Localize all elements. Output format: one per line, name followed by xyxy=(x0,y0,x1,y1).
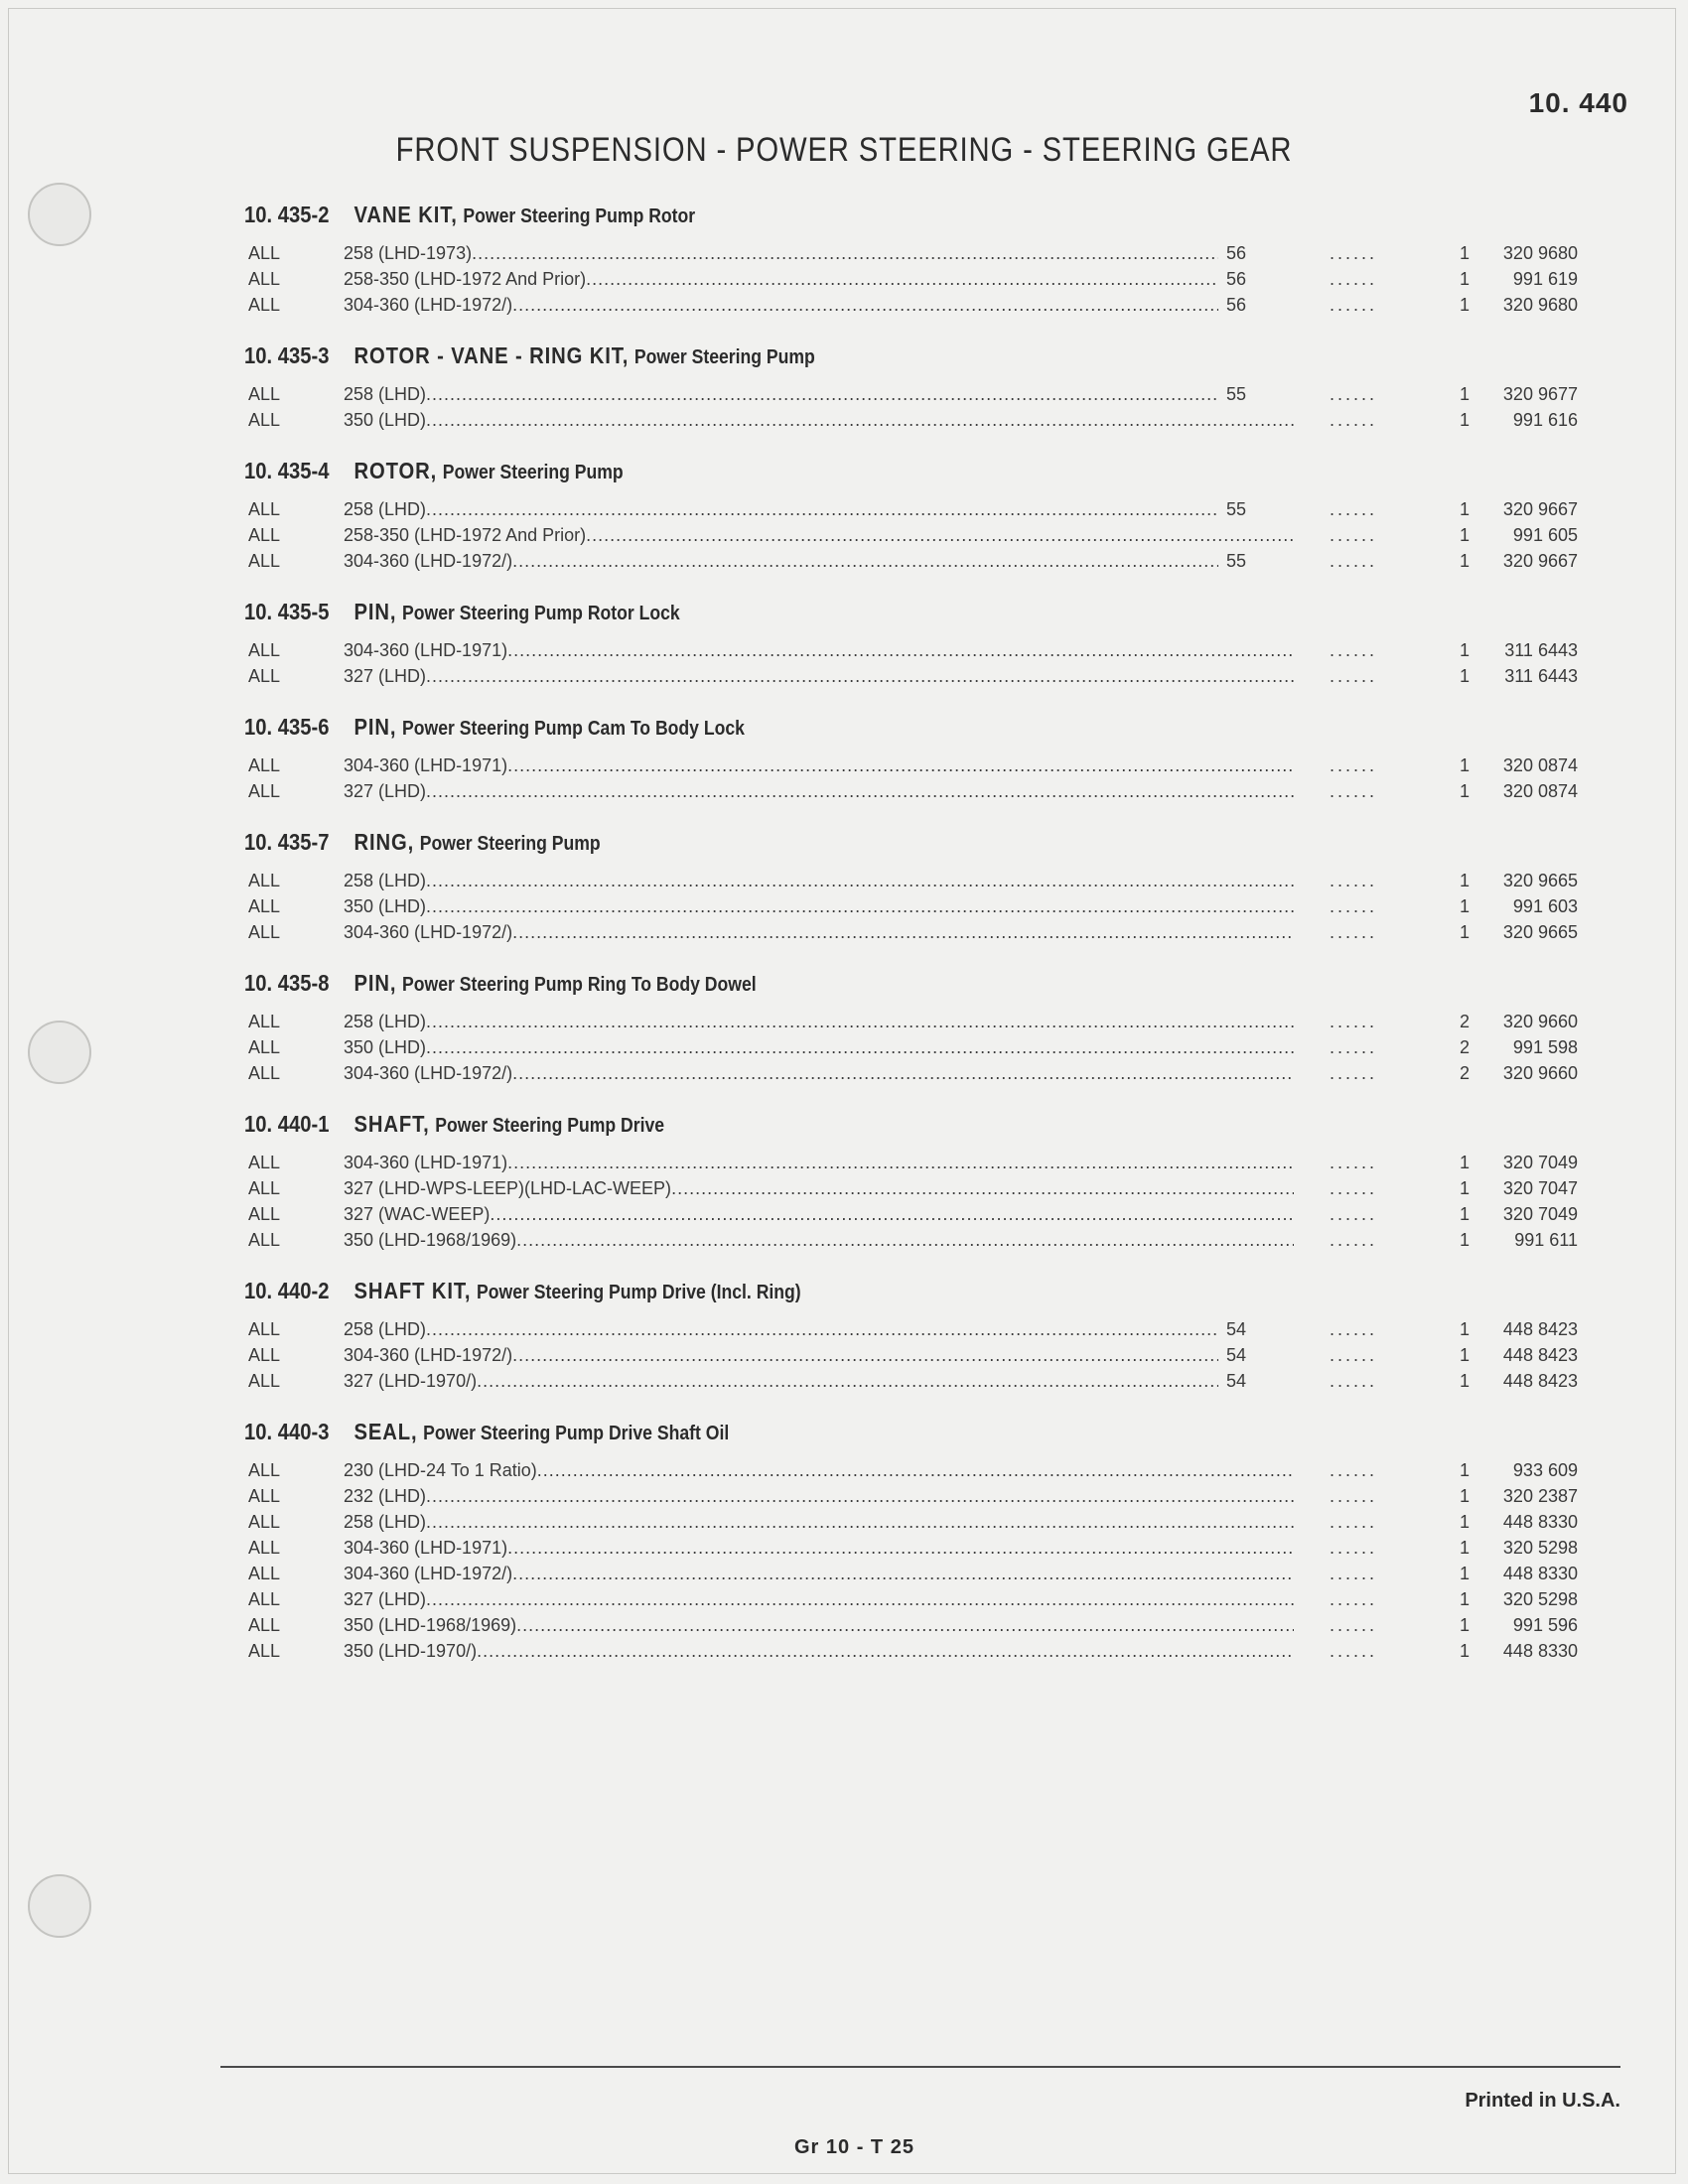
part-number-cell: 311 6443 xyxy=(1492,637,1578,663)
application-cell: 258 (LHD) ..... xyxy=(344,1316,1485,1342)
section-description: Power Steering Pump Rotor xyxy=(463,205,696,227)
section-name: ROTOR - VANE - RING KIT, xyxy=(353,342,630,368)
model-year-cell: ALL xyxy=(248,551,281,571)
model-year-cell: ALL xyxy=(248,922,281,942)
model-year-cell: ALL xyxy=(248,1037,281,1057)
table-row xyxy=(244,1201,1578,1227)
table-row xyxy=(244,778,1578,804)
quantity-cell: 1 xyxy=(1423,637,1492,663)
quantity-cell: 1 xyxy=(1423,1586,1492,1612)
application-cell: 258 (LHD) ..... xyxy=(344,381,1485,407)
section-description: Power Steering Pump Ring To Body Dowel xyxy=(402,974,757,996)
table-row xyxy=(244,1561,1578,1586)
table-row xyxy=(244,663,1578,689)
application-cell: 304-360 (LHD-1972/) ..... xyxy=(344,1561,1485,1586)
application-cell: 304-360 (LHD-1972/) ..... xyxy=(344,1060,1485,1086)
leader-dots: ...... xyxy=(1294,1368,1423,1394)
table-row xyxy=(244,1509,1578,1535)
leader-dots: ...... xyxy=(1294,407,1423,433)
quantity-cell: 1 xyxy=(1423,240,1492,266)
leader-dots: ...... xyxy=(1294,1034,1423,1060)
quantity-cell: 1 xyxy=(1423,1368,1492,1394)
application-cell: 258 (LHD) ..... xyxy=(344,1009,1485,1034)
table-row xyxy=(244,893,1578,919)
part-number-cell: 991 605 xyxy=(1492,522,1578,548)
model-year-cell: ALL xyxy=(248,1371,281,1391)
application-cell: 327 (LHD) ..... xyxy=(344,778,1485,804)
section-heading xyxy=(244,1271,1406,1310)
table-row xyxy=(244,1175,1578,1201)
section-name: ROTOR, xyxy=(353,458,438,483)
part-number-cell: 448 8423 xyxy=(1492,1342,1578,1368)
footer-rule xyxy=(220,2066,1620,2068)
part-number-cell: 991 616 xyxy=(1492,407,1578,433)
part-number-cell: 448 8423 xyxy=(1492,1368,1578,1394)
section-description: Power Steering Pump Cam To Body Lock xyxy=(402,718,745,740)
leader-dots: ...... xyxy=(1294,893,1423,919)
leader-dots: ...... xyxy=(1294,1201,1423,1227)
quantity-cell: 1 xyxy=(1423,548,1492,574)
application-cell: 304-360 (LHD-1972/) ..... xyxy=(344,919,1485,945)
leader-dots: ...... xyxy=(1294,381,1423,407)
section-description: Power Steering Pump xyxy=(442,462,624,483)
table-row xyxy=(244,1638,1578,1664)
section-code: 10. 435-8 xyxy=(244,970,330,996)
table-row xyxy=(244,1483,1578,1509)
part-number-cell: 991 596 xyxy=(1492,1612,1578,1638)
table-row xyxy=(244,407,1578,433)
leader-dots: ...... xyxy=(1294,919,1423,945)
illustration-code-cell: 54 xyxy=(1218,1368,1294,1394)
footer-page-code: Gr 10 - T 25 xyxy=(794,2136,914,2158)
application-cell: 258 (LHD) ..... xyxy=(344,1509,1485,1535)
table-row xyxy=(244,381,1578,407)
table-row xyxy=(244,240,1578,266)
quantity-cell: 1 xyxy=(1423,1342,1492,1368)
application-cell: 304-360 (LHD-1971) ..... xyxy=(344,1535,1485,1561)
part-number-cell: 991 603 xyxy=(1492,893,1578,919)
leader-dots: ...... xyxy=(1294,637,1423,663)
leader-dots: ...... xyxy=(1294,496,1423,522)
model-year-cell: ALL xyxy=(248,384,281,404)
section-name: PIN, xyxy=(353,970,397,996)
model-year-cell: ALL xyxy=(248,1345,281,1365)
quantity-cell: 1 xyxy=(1423,1175,1492,1201)
application-cell: 350 (LHD-1968/1969) ..... xyxy=(344,1227,1485,1253)
section-heading xyxy=(244,822,1406,862)
application-cell: 304-360 (LHD-1971) ..... xyxy=(344,1150,1485,1175)
quantity-cell: 1 xyxy=(1423,752,1492,778)
table-row xyxy=(244,1368,1578,1394)
section-name: RING, xyxy=(353,829,415,855)
section-heading xyxy=(244,451,1406,490)
binder-hole xyxy=(28,1874,91,1938)
quantity-cell: 1 xyxy=(1423,919,1492,945)
page-title: FRONT SUSPENSION - POWER STEERING - STEERING GEAR xyxy=(395,131,1293,169)
table-row xyxy=(244,1009,1578,1034)
model-year-cell: ALL xyxy=(248,1178,281,1198)
quantity-cell: 1 xyxy=(1423,1612,1492,1638)
binder-hole xyxy=(28,183,91,246)
section-heading xyxy=(244,963,1406,1003)
part-number-cell: 320 9677 xyxy=(1492,381,1578,407)
quantity-cell: 1 xyxy=(1423,522,1492,548)
table-row xyxy=(244,752,1578,778)
parts-list xyxy=(244,195,1578,1682)
quantity-cell: 1 xyxy=(1423,868,1492,893)
leader-dots: ...... xyxy=(1294,1535,1423,1561)
model-year-cell: ALL xyxy=(248,499,281,519)
section-rows xyxy=(244,752,1578,804)
leader-dots: ...... xyxy=(1294,1483,1423,1509)
application-cell: 230 (LHD-24 To 1 Ratio) ..... xyxy=(344,1457,1485,1483)
leader-dots: ...... xyxy=(1294,1586,1423,1612)
quantity-cell: 1 xyxy=(1423,1150,1492,1175)
table-row xyxy=(244,266,1578,292)
leader-dots: ...... xyxy=(1294,1175,1423,1201)
part-number-cell: 991 598 xyxy=(1492,1034,1578,1060)
binder-hole xyxy=(28,1021,91,1084)
part-number-cell: 991 611 xyxy=(1492,1227,1578,1253)
table-row xyxy=(244,1457,1578,1483)
application-cell: 327 (WAC-WEEP) ..... xyxy=(344,1201,1485,1227)
illustration-code-cell: 54 xyxy=(1218,1316,1294,1342)
table-row xyxy=(244,1060,1578,1086)
model-year-cell: ALL xyxy=(248,1538,281,1558)
part-number-cell: 320 9680 xyxy=(1492,292,1578,318)
section-description: Power Steering Pump Drive xyxy=(435,1115,665,1137)
section-description: Power Steering Pump xyxy=(633,346,815,368)
page-number: 10. 440 xyxy=(1528,87,1628,118)
leader-dots: ...... xyxy=(1294,778,1423,804)
part-number-cell: 320 5298 xyxy=(1492,1535,1578,1561)
quantity-cell: 1 xyxy=(1423,663,1492,689)
illustration-code-cell: 54 xyxy=(1218,1342,1294,1368)
section-name: VANE KIT, xyxy=(353,202,458,227)
quantity-cell: 1 xyxy=(1423,1316,1492,1342)
printed-in-usa: Printed in U.S.A. xyxy=(1465,2090,1620,2112)
part-number-cell: 320 0874 xyxy=(1492,778,1578,804)
leader-dots: ...... xyxy=(1294,292,1423,318)
leader-dots: ...... xyxy=(1294,1316,1423,1342)
part-number-cell: 320 7049 xyxy=(1492,1150,1578,1175)
quantity-cell: 1 xyxy=(1423,1483,1492,1509)
table-row xyxy=(244,1612,1578,1638)
part-number-cell: 311 6443 xyxy=(1492,663,1578,689)
section-name: PIN, xyxy=(353,599,397,624)
section-rows xyxy=(244,1009,1578,1086)
application-cell: 327 (LHD) ..... xyxy=(344,663,1485,689)
model-year-cell: ALL xyxy=(248,1319,281,1339)
section-code: 10. 435-2 xyxy=(244,202,330,227)
section-rows xyxy=(244,1150,1578,1253)
leader-dots: ...... xyxy=(1294,752,1423,778)
application-cell: 350 (LHD) ..... xyxy=(344,407,1485,433)
illustration-code-cell: 55 xyxy=(1218,548,1294,574)
table-row xyxy=(244,1342,1578,1368)
section-rows xyxy=(244,381,1578,433)
section-description: Power Steering Pump xyxy=(419,833,601,855)
quantity-cell: 1 xyxy=(1423,1561,1492,1586)
table-row xyxy=(244,1150,1578,1175)
quantity-cell: 1 xyxy=(1423,496,1492,522)
section-code: 10. 440-2 xyxy=(244,1278,330,1303)
part-number-cell: 320 2387 xyxy=(1492,1483,1578,1509)
part-number-cell: 448 8330 xyxy=(1492,1638,1578,1664)
section-name: SEAL, xyxy=(353,1419,418,1444)
application-cell: 304-360 (LHD-1972/) ..... xyxy=(344,548,1485,574)
table-row xyxy=(244,1535,1578,1561)
model-year-cell: ALL xyxy=(248,1486,281,1506)
part-number-cell: 320 9667 xyxy=(1492,548,1578,574)
leader-dots: ...... xyxy=(1294,266,1423,292)
application-cell: 304-360 (LHD-1972/) ..... xyxy=(344,1342,1485,1368)
part-number-cell: 448 8330 xyxy=(1492,1509,1578,1535)
section-name: SHAFT KIT, xyxy=(353,1278,472,1303)
model-year-cell: ALL xyxy=(248,755,281,775)
model-year-cell: ALL xyxy=(248,1512,281,1532)
part-number-cell: 933 609 xyxy=(1492,1457,1578,1483)
section-heading xyxy=(244,1412,1406,1451)
part-number-cell: 320 9660 xyxy=(1492,1009,1578,1034)
model-year-cell: ALL xyxy=(248,525,281,545)
model-year-cell: ALL xyxy=(248,1641,281,1661)
section-code: 10. 440-1 xyxy=(244,1111,330,1137)
part-number-cell: 320 9660 xyxy=(1492,1060,1578,1086)
table-row xyxy=(244,1586,1578,1612)
illustration-code-cell: 56 xyxy=(1218,292,1294,318)
application-cell: 258 (LHD-1973) ..... xyxy=(344,240,1485,266)
section-rows xyxy=(244,1316,1578,1394)
leader-dots: ...... xyxy=(1294,1150,1423,1175)
model-year-cell: ALL xyxy=(248,1153,281,1172)
leader-dots: ...... xyxy=(1294,868,1423,893)
application-cell: 350 (LHD-1968/1969) ..... xyxy=(344,1612,1485,1638)
model-year-cell: ALL xyxy=(248,1460,281,1480)
section-name: SHAFT, xyxy=(353,1111,430,1137)
table-row xyxy=(244,1316,1578,1342)
section-code: 10. 435-3 xyxy=(244,342,330,368)
section-heading xyxy=(244,592,1406,631)
model-year-cell: ALL xyxy=(248,1615,281,1635)
illustration-code-cell: 56 xyxy=(1218,240,1294,266)
section-heading xyxy=(244,707,1406,747)
application-cell: 258 (LHD) ..... xyxy=(344,868,1485,893)
leader-dots: ...... xyxy=(1294,1612,1423,1638)
application-cell: 327 (LHD-WPS-LEEP)(LHD-LAC-WEEP) ..... xyxy=(344,1175,1485,1201)
model-year-cell: ALL xyxy=(248,1204,281,1224)
application-cell: 304-360 (LHD-1972/) ..... xyxy=(344,292,1485,318)
model-year-cell: ALL xyxy=(248,1230,281,1250)
table-row xyxy=(244,496,1578,522)
leader-dots: ...... xyxy=(1294,1561,1423,1586)
quantity-cell: 1 xyxy=(1423,266,1492,292)
model-year-cell: ALL xyxy=(248,410,281,430)
part-number-cell: 320 9665 xyxy=(1492,868,1578,893)
section-code: 10. 435-4 xyxy=(244,458,330,483)
model-year-cell: ALL xyxy=(248,243,281,263)
model-year-cell: ALL xyxy=(248,1589,281,1609)
quantity-cell: 2 xyxy=(1423,1009,1492,1034)
section-code: 10. 435-7 xyxy=(244,829,330,855)
section-code: 10. 440-3 xyxy=(244,1419,330,1444)
application-cell: 327 (LHD) ..... xyxy=(344,1586,1485,1612)
quantity-cell: 1 xyxy=(1423,1227,1492,1253)
model-year-cell: ALL xyxy=(248,1012,281,1031)
table-row xyxy=(244,1227,1578,1253)
section-heading xyxy=(244,336,1406,375)
application-cell: 258 (LHD) ..... xyxy=(344,496,1485,522)
table-row xyxy=(244,637,1578,663)
application-cell: 304-360 (LHD-1971) ..... xyxy=(344,637,1485,663)
section-code: 10. 435-6 xyxy=(244,714,330,740)
part-number-cell: 448 8330 xyxy=(1492,1561,1578,1586)
leader-dots: ...... xyxy=(1294,522,1423,548)
quantity-cell: 1 xyxy=(1423,1535,1492,1561)
application-cell: 350 (LHD) ..... xyxy=(344,1034,1485,1060)
application-cell: 350 (LHD) ..... xyxy=(344,893,1485,919)
leader-dots: ...... xyxy=(1294,1342,1423,1368)
section-description: Power Steering Pump Drive (Incl. Ring) xyxy=(477,1282,801,1303)
table-row xyxy=(244,919,1578,945)
part-number-cell: 320 5298 xyxy=(1492,1586,1578,1612)
table-row xyxy=(244,522,1578,548)
part-number-cell: 320 7049 xyxy=(1492,1201,1578,1227)
table-row xyxy=(244,868,1578,893)
quantity-cell: 1 xyxy=(1423,778,1492,804)
application-cell: 327 (LHD-1970/) ..... xyxy=(344,1368,1485,1394)
part-number-cell: 320 7047 xyxy=(1492,1175,1578,1201)
leader-dots: ...... xyxy=(1294,1509,1423,1535)
part-number-cell: 320 9665 xyxy=(1492,919,1578,945)
quantity-cell: 1 xyxy=(1423,381,1492,407)
model-year-cell: ALL xyxy=(248,896,281,916)
section-description: Power Steering Pump Rotor Lock xyxy=(402,603,680,624)
leader-dots: ...... xyxy=(1294,1457,1423,1483)
section-rows xyxy=(244,1457,1578,1664)
leader-dots: ...... xyxy=(1294,1638,1423,1664)
leader-dots: ...... xyxy=(1294,1227,1423,1253)
quantity-cell: 1 xyxy=(1423,1638,1492,1664)
section-rows xyxy=(244,637,1578,689)
quantity-cell: 1 xyxy=(1423,292,1492,318)
section-rows xyxy=(244,240,1578,318)
application-cell: 350 (LHD-1970/) ..... xyxy=(344,1638,1485,1664)
part-number-cell: 448 8423 xyxy=(1492,1316,1578,1342)
leader-dots: ...... xyxy=(1294,548,1423,574)
model-year-cell: ALL xyxy=(248,871,281,890)
application-cell: 258-350 (LHD-1972 And Prior) ..... xyxy=(344,266,1485,292)
section-heading xyxy=(244,195,1406,234)
model-year-cell: ALL xyxy=(248,666,281,686)
table-row xyxy=(244,292,1578,318)
quantity-cell: 1 xyxy=(1423,1201,1492,1227)
part-number-cell: 320 9680 xyxy=(1492,240,1578,266)
leader-dots: ...... xyxy=(1294,663,1423,689)
quantity-cell: 1 xyxy=(1423,1509,1492,1535)
table-row xyxy=(244,1034,1578,1060)
illustration-code-cell: 56 xyxy=(1218,266,1294,292)
model-year-cell: ALL xyxy=(248,640,281,660)
section-name: PIN, xyxy=(353,714,397,740)
part-number-cell: 320 0874 xyxy=(1492,752,1578,778)
application-cell: 304-360 (LHD-1971) ..... xyxy=(344,752,1485,778)
section-code: 10. 435-5 xyxy=(244,599,330,624)
application-cell: 258-350 (LHD-1972 And Prior) ..... xyxy=(344,522,1485,548)
section-rows xyxy=(244,868,1578,945)
leader-dots: ...... xyxy=(1294,240,1423,266)
table-row xyxy=(244,548,1578,574)
quantity-cell: 1 xyxy=(1423,407,1492,433)
part-number-cell: 320 9667 xyxy=(1492,496,1578,522)
illustration-code-cell: 55 xyxy=(1218,381,1294,407)
section-rows xyxy=(244,496,1578,574)
illustration-code-cell: 55 xyxy=(1218,496,1294,522)
model-year-cell: ALL xyxy=(248,1564,281,1583)
application-cell: 232 (LHD) ..... xyxy=(344,1483,1485,1509)
quantity-cell: 1 xyxy=(1423,893,1492,919)
section-description: Power Steering Pump Drive Shaft Oil xyxy=(423,1423,730,1444)
model-year-cell: ALL xyxy=(248,781,281,801)
quantity-cell: 1 xyxy=(1423,1457,1492,1483)
model-year-cell: ALL xyxy=(248,269,281,289)
leader-dots: ...... xyxy=(1294,1060,1423,1086)
quantity-cell: 2 xyxy=(1423,1060,1492,1086)
part-number-cell: 991 619 xyxy=(1492,266,1578,292)
model-year-cell: ALL xyxy=(248,1063,281,1083)
section-heading xyxy=(244,1104,1406,1144)
leader-dots: ...... xyxy=(1294,1009,1423,1034)
model-year-cell: ALL xyxy=(248,295,281,315)
quantity-cell: 2 xyxy=(1423,1034,1492,1060)
